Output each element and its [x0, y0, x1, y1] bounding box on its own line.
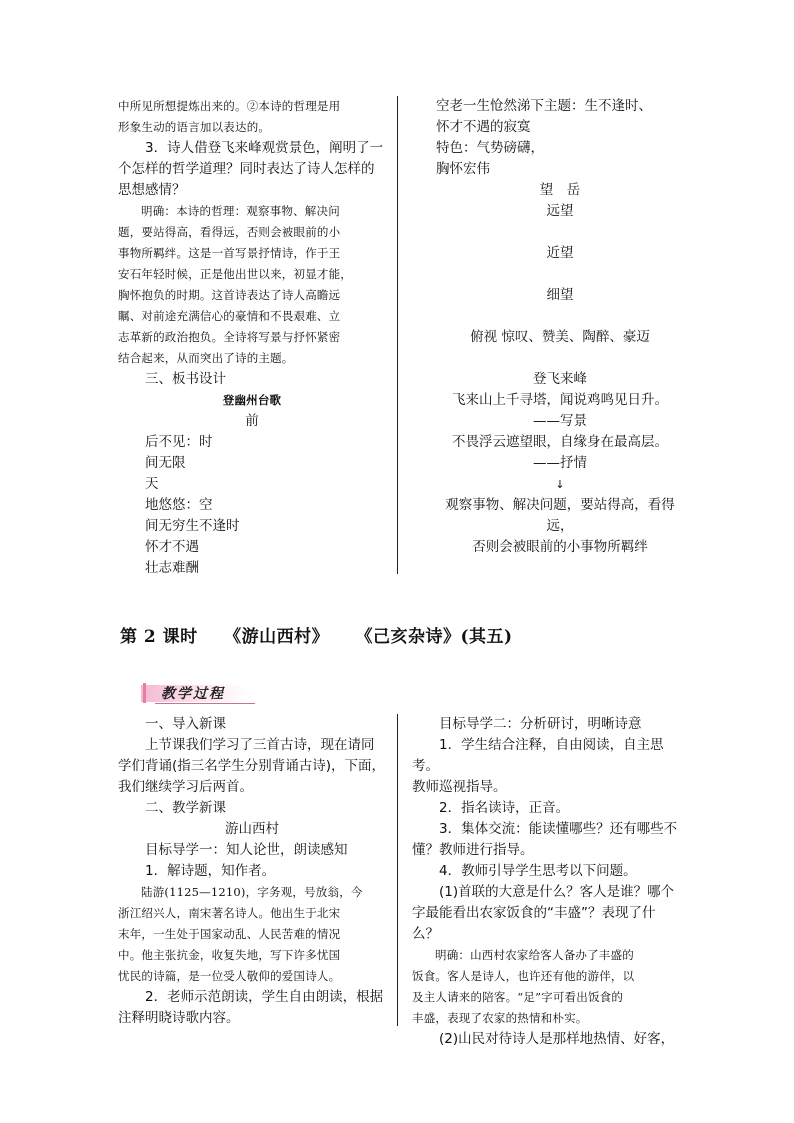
banner-underline [155, 703, 255, 704]
board-design-line: ——写景 [533, 413, 587, 429]
text-line: 个怎样的哲学道理？同时表达了诗人怎样的 [118, 161, 375, 177]
top-right-column [436, 96, 684, 558]
text-line: 安石年轻时候，正是他出世以来，初显才能， [118, 267, 352, 281]
text-line: 2．指名读诗，正音。 [439, 800, 570, 816]
board-design-line: 远望 [546, 203, 574, 219]
lesson-poem-1: 《游山西村》 [224, 627, 330, 647]
text-line: 登幽州台歌 [222, 393, 282, 407]
text-line: 志革新的政治抱负。全诗将写景与抒怀紧密 [118, 330, 341, 344]
board-design-line: 观察事物、解决问题，要站得高，看得 [445, 497, 675, 513]
text-line: 教师巡视指导。 [412, 779, 507, 795]
line-spacer [436, 348, 684, 369]
text-line: 字最能看出农家饭食的“丰盛”？表现了什 [412, 905, 656, 921]
banner-title: 教学过程 [161, 686, 225, 702]
text-line: 浙江绍兴人，南宋著名诗人。他出生于北宋 [118, 906, 341, 920]
text-line: 1．学生结合注释，自由阅读，自主思考。 [412, 737, 664, 774]
text-line: 1．解诗题，知作者。 [145, 863, 276, 879]
text-line: 壮志难酬 [145, 560, 199, 576]
text-line: 游山西村 [225, 821, 279, 837]
lesson-title [120, 622, 533, 647]
text-line: 忧民的诗篇，是一位受人敬仰的爱国诗人。 [118, 969, 341, 983]
board-design-line: 飞来山上千寻塔，闻说鸡鸣见日升。 [452, 392, 668, 408]
text-line: 形象生动的语言加以表达的。 [118, 120, 271, 134]
text-line: 4．教师引导学生思考以下问题。 [439, 863, 637, 879]
bottom-right-column [412, 714, 684, 1050]
text-line: (2)山民对待诗人是那样地热情、好客， [439, 1031, 675, 1047]
text-line: 陆游(1125—1210)，字务观，号放翁，今 [141, 885, 363, 899]
text-line: 学们背诵(指三名学生分别背诵古诗)，下面， [118, 758, 386, 774]
text-line: 三、板书设计 [145, 371, 226, 387]
text-line: 地悠悠：空 [145, 497, 213, 513]
text-line: 么？ [412, 926, 439, 942]
board-design-line: 细望 [546, 287, 574, 303]
top-column-divider [397, 96, 398, 574]
board-design-line: 近望 [546, 245, 574, 261]
text-line: 中。他主张抗金，收复失地，写下许多忧国 [118, 948, 341, 962]
text-line: 天 [145, 476, 159, 492]
bottom-left-column [118, 714, 386, 1029]
banner-corner-mark [143, 683, 156, 703]
board-design-line: 怀才不遇的寂寞 [436, 119, 531, 135]
line-spacer [436, 306, 684, 327]
text-line: 末年，一生处于国家动乱、人民苦难的情况 [118, 927, 341, 941]
text-line: 怀才不遇 [145, 539, 199, 555]
text-line: 注释明晓诗歌内容。 [118, 1010, 240, 1026]
board-design-line: 特色：气势磅礴， [436, 140, 544, 156]
board-design-line: 登飞来峰 [533, 371, 587, 387]
text-line: (1)首联的大意是什么？客人是谁？哪个 [439, 884, 675, 900]
top-left-column [118, 96, 386, 579]
lesson-period: 第 2 课时 [120, 627, 198, 647]
board-design-line: 否则会被眼前的小事物所羁绊 [472, 539, 648, 555]
text-line: 目标导学一：知人论世，朗读感知 [145, 842, 348, 858]
text-line: 目标导学二：分析研讨，明晰诗意 [439, 716, 642, 732]
text-line: 二、教学新课 [145, 800, 226, 816]
board-design-line: 俯视 惊叹、赞美、陶醉、豪迈 [470, 329, 650, 345]
board-design-line: 空老一生怆然涕下主题：生不逢时、 [436, 98, 652, 114]
text-line: 懂？教师进行指导。 [412, 842, 534, 858]
lesson-poem-2: 《己亥杂诗》(其五) [355, 627, 513, 647]
text-line: 胸怀抱负的时期。这首诗表达了诗人高瞻远 [118, 288, 341, 302]
board-design-line: 望 岳 [539, 182, 581, 198]
line-spacer [436, 222, 684, 243]
text-line: 我们继续学习后两首。 [118, 779, 253, 795]
text-line: 上节课我们学习了三首古诗，现在请同 [145, 737, 375, 753]
section-banner [141, 683, 256, 705]
text-line: 事物所羁绊。这是一首写景抒情诗，作于王 [118, 246, 341, 260]
text-line: 明确：山西村农家给客人备办了丰盛的 [435, 948, 634, 962]
text-line: 丰盛，表现了农家的热情和朴实。 [412, 1011, 588, 1025]
text-line: 思想感情？ [118, 182, 186, 198]
text-line: 瞩、对前途充满信心的豪情和不畏艰难、立 [118, 309, 341, 323]
text-line: 2．老师示范朗读，学生自由朗读，根据 [145, 989, 384, 1005]
text-line: 前 [245, 413, 259, 429]
text-line: 及主人请来的陪客。“足”字可看出饭食的 [412, 990, 624, 1004]
text-line: 后不见：时 [145, 434, 213, 450]
line-spacer [436, 264, 684, 285]
board-design-line: 远， [546, 518, 574, 534]
text-line: 3．诗人借登飞来峰观赏景色，阐明了一 [145, 140, 384, 156]
board-design-line: ——抒情 [533, 455, 587, 471]
text-line: 题，要站得高，看得远，否则会被眼前的小 [118, 225, 341, 239]
text-line: 明确：本诗的哲理：观察事物、解决问 [141, 204, 340, 218]
text-line: 结合起来，从而突出了诗的主题。 [118, 351, 294, 365]
text-line: 一、导入新课 [145, 716, 226, 732]
text-line: 3．集体交流：能读懂哪些？还有哪些不 [439, 821, 678, 837]
board-design-line: 不畏浮云遮望眼，自缘身在最高层。 [452, 434, 668, 450]
board-design-line: ↓ [555, 478, 565, 491]
text-line: 中所见所想提炼出来的。②本诗的哲理是用 [118, 99, 341, 113]
bottom-column-divider [397, 714, 398, 1026]
text-line: 饭食。客人是诗人，也许还有他的游伴，以 [412, 969, 635, 983]
text-line: 间无穷生不逢时 [145, 518, 240, 534]
text-line: 间无限 [145, 455, 186, 471]
board-design-line: 胸怀宏伟 [436, 161, 490, 177]
